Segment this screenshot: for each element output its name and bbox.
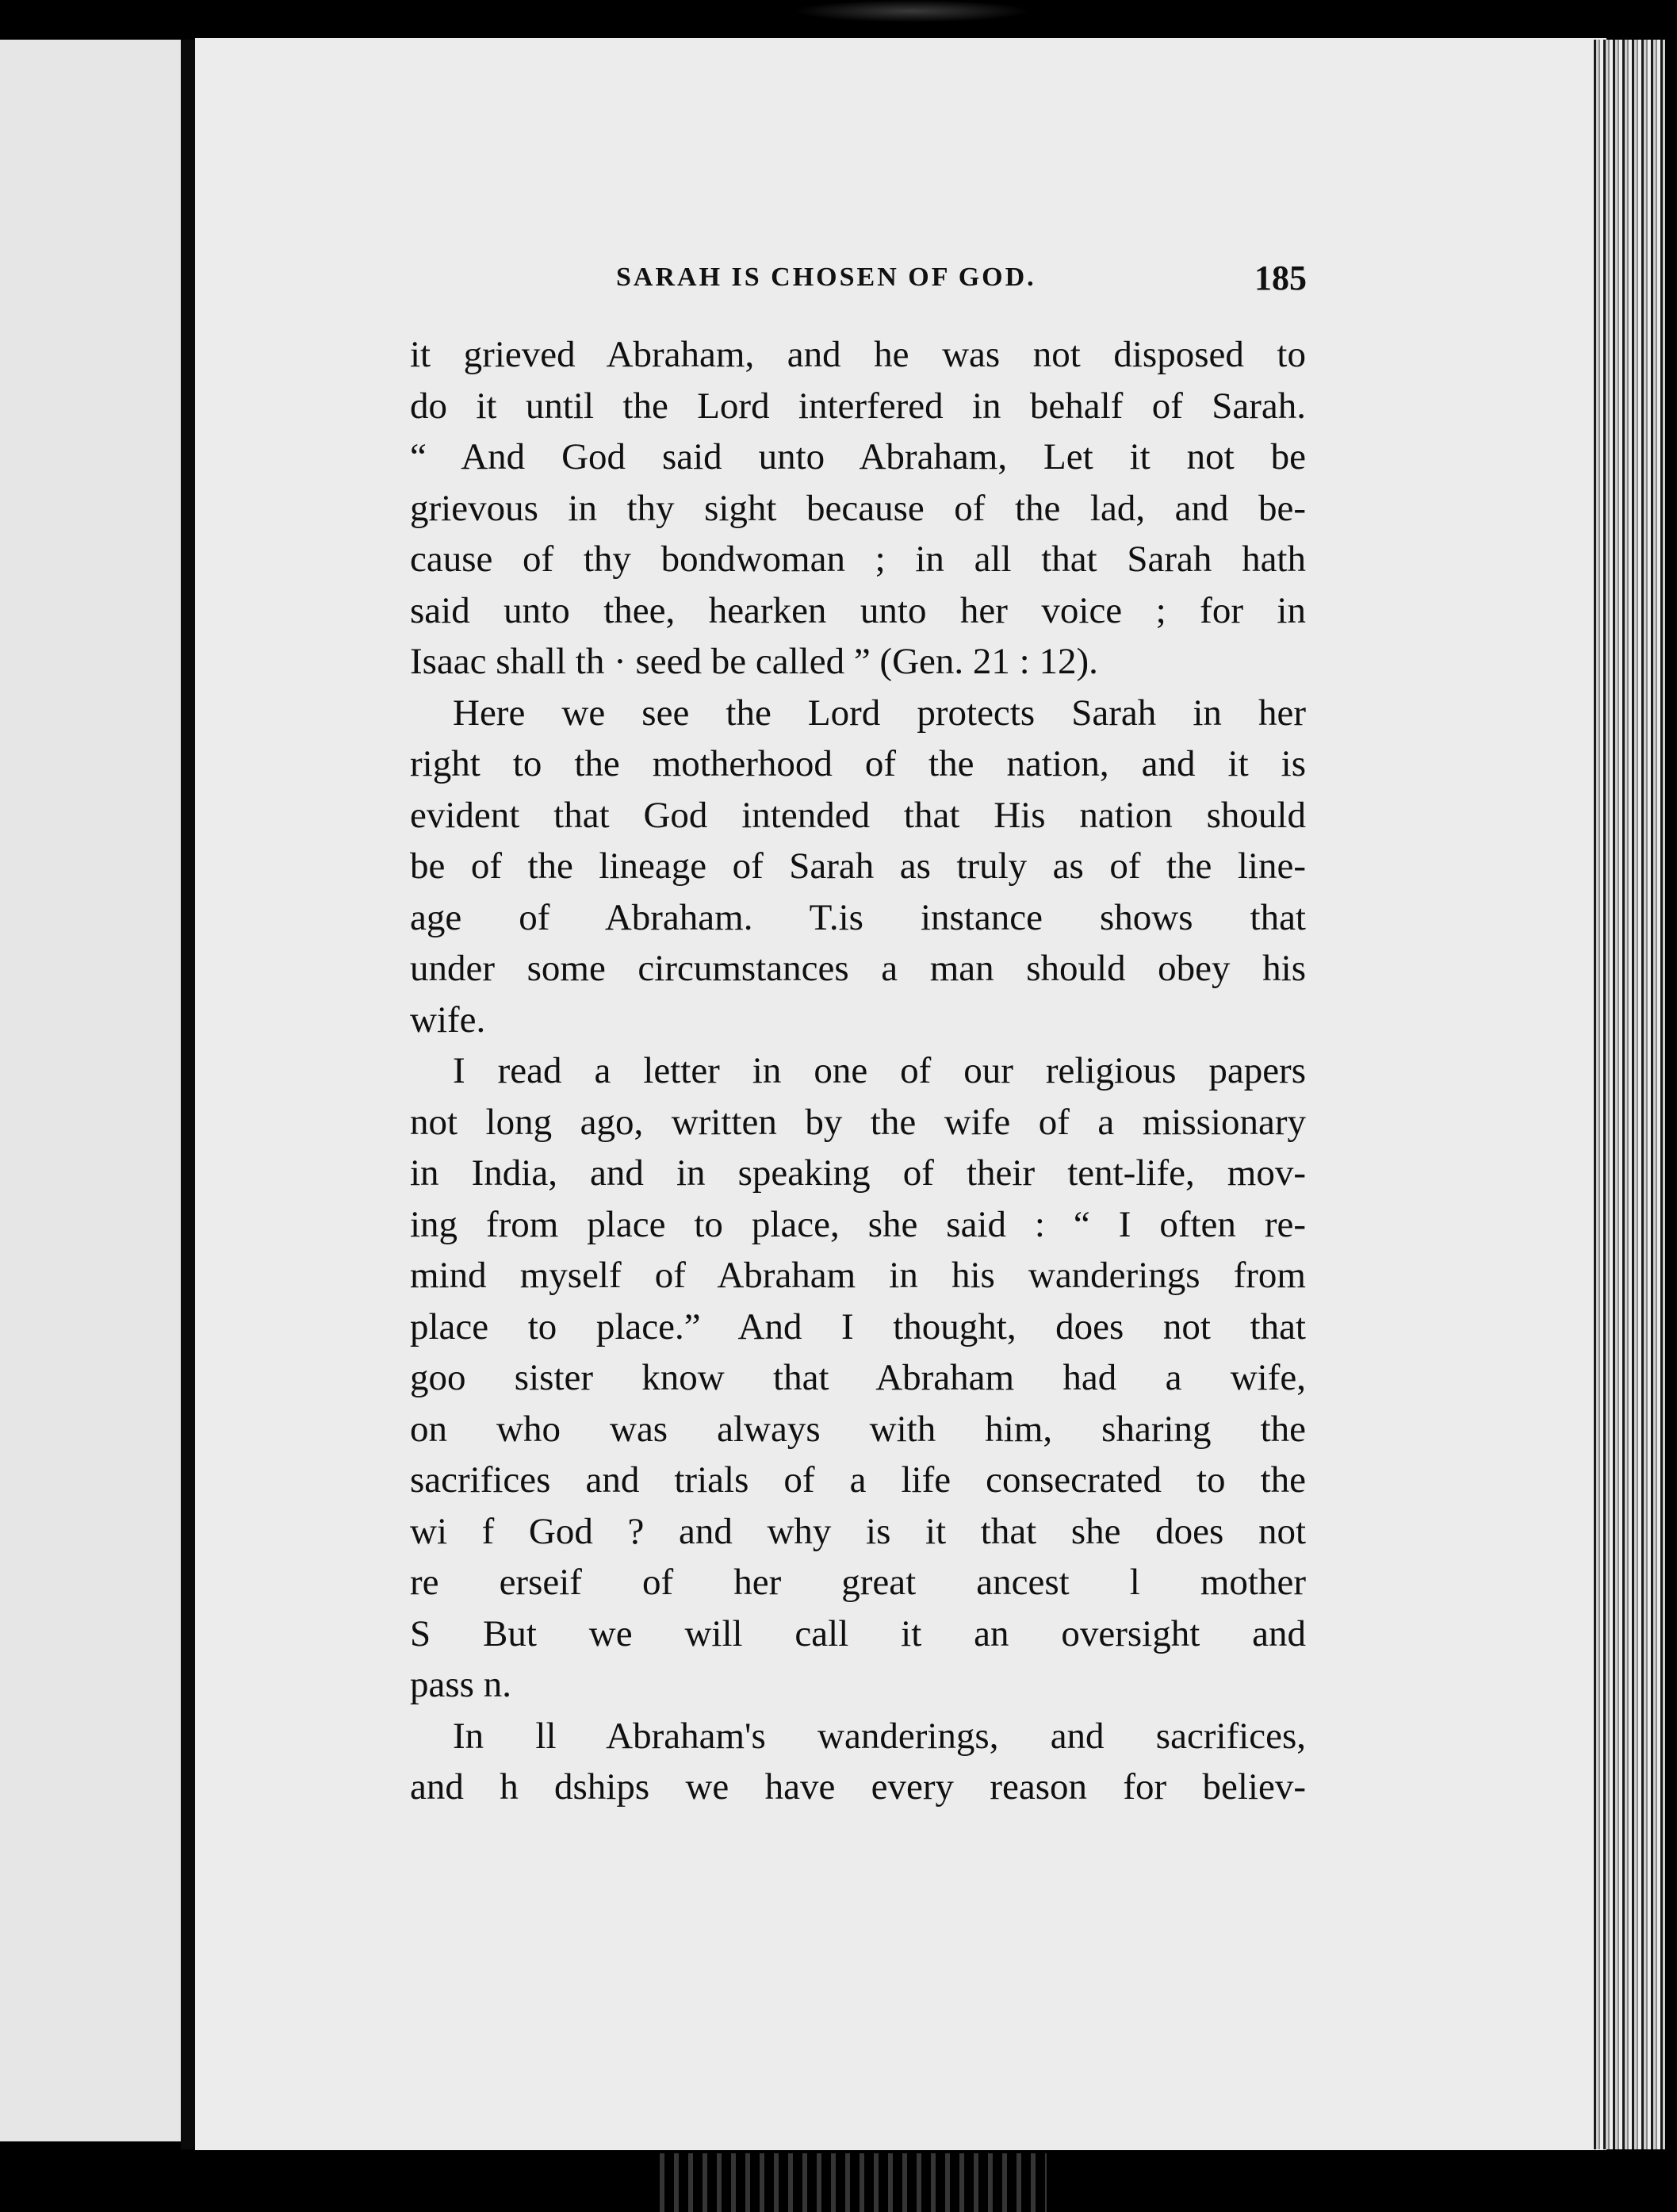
text-line: on who was always with him, sharing the — [410, 1408, 1306, 1450]
text-line: In ll Abraham's wanderings, and sacrifices, — [453, 1715, 1306, 1757]
text-line: do it until the Lord interfered in behalf of Sarah. — [410, 385, 1306, 427]
text-line: pass n. — [410, 1664, 511, 1705]
page-edges — [1594, 40, 1665, 2149]
text-line: evident that God intended that His nation should — [410, 794, 1306, 836]
text-line: age of Abraham. T.is instance shows that — [410, 896, 1306, 938]
text-line: not long ago, written by the wife of a missionary — [410, 1101, 1306, 1143]
text-line: said unto thee, hearken unto her voice ; for in — [410, 589, 1306, 631]
top-binding-shadow — [793, 0, 1031, 22]
text-line: be of the lineage of Sarah as truly as of the line- — [410, 845, 1306, 887]
text-line: grievous in thy sight because of the lad, and be- — [410, 487, 1306, 529]
text-line: I read a letter in one of our religious papers — [453, 1050, 1306, 1091]
facing-page-margin — [0, 40, 181, 2141]
text-line: it grieved Abraham, and he was not disposed to — [410, 334, 1306, 375]
text-line: re erseif of her great ancest l mother — [410, 1562, 1306, 1603]
bottom-binding-shadow — [650, 2153, 1047, 2212]
text-line: S But we will call it an oversight and — [410, 1612, 1306, 1654]
text-line: place to place.” And I thought, does not that — [410, 1305, 1306, 1348]
page-number: 185 — [1254, 259, 1307, 297]
text-line: goo sister know that Abraham had a wife, — [410, 1357, 1306, 1398]
text-line: in India, and in speaking of their tent-life, mov- — [410, 1152, 1306, 1194]
body-text — [410, 329, 1306, 1813]
text-line: ing from place to place, she said : “ I often re- — [410, 1203, 1306, 1245]
text-line: “ And God said unto Abraham, Let it not be — [410, 436, 1306, 477]
text-line: Isaac shall th · seed be called ” (Gen. 21 : 12). — [410, 641, 1098, 682]
text-line: right to the motherhood of the nation, and it is — [410, 743, 1306, 784]
text-line: mind myself of Abraham in his wanderings from — [410, 1255, 1306, 1296]
book-gutter — [181, 40, 195, 2149]
running-head — [412, 259, 1307, 299]
text-line: sacrifices and trials of a life consecrated to the — [410, 1459, 1306, 1501]
text-line: cause of thy bondwoman ; in all that Sarah hath — [410, 539, 1306, 580]
text-line: under some circumstances a man should obey his — [410, 948, 1306, 989]
running-title: SARAH IS CHOSEN OF GOD. — [616, 263, 1036, 292]
text-line: and h dships we have every reason for believ- — [410, 1766, 1306, 1808]
text-line: wi f God ? and why is it that she does not — [410, 1510, 1306, 1552]
text-line: wife. — [410, 999, 486, 1041]
text-line: Here we see the Lord protects Sarah in her — [453, 692, 1306, 734]
